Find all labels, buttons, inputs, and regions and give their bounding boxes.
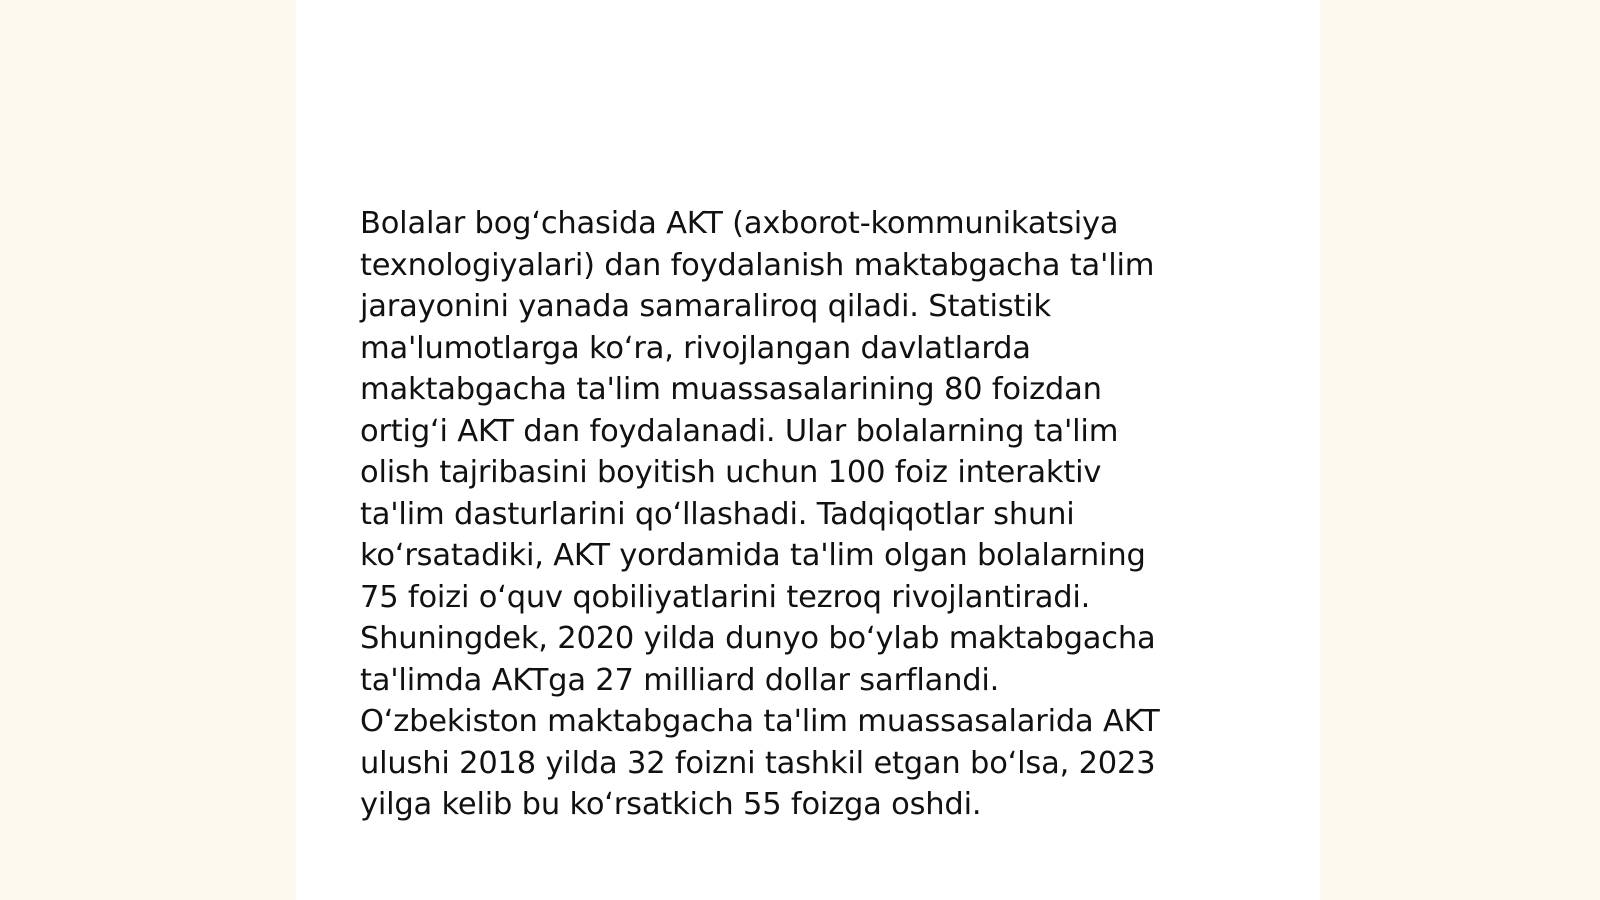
- document-page: [296, 0, 1320, 900]
- paragraph-line: ko‘rsatadiki, AKT yordamida ta'lim olgan bolalarning: [360, 538, 1146, 573]
- paragraph-line: ulushi 2018 yilda 32 foizni tashkil etgan bo‘lsa, 2023: [360, 745, 1156, 781]
- paragraph-line: maktabgacha ta'lim muassasalarining 80 foizdan: [360, 372, 1102, 407]
- paragraph-line: ma'lumotlarga ko‘ra, rivojlangan davlatlarda: [360, 330, 1031, 366]
- paragraph-line: yilga kelib bu ko‘rsatkich 55 foizga oshdi.: [360, 787, 982, 822]
- paragraph-line: texnologiyalari) dan foydalanish maktabgacha ta'lim: [360, 247, 1155, 283]
- paragraph-line: ta'limda AKTga 27 milliard dollar sarflandi.: [360, 662, 1000, 698]
- body-paragraph: [360, 203, 1260, 826]
- paragraph-line: Bolalar bog‘chasida AKT (axborot-kommunikatsiya: [360, 206, 1119, 241]
- paragraph-line: jarayonini yanada samaraliroq qiladi. Statistik: [360, 289, 1051, 324]
- paragraph-line: Shuningdek, 2020 yilda dunyo bo‘ylab maktabgacha: [360, 621, 1156, 656]
- paragraph-line: olish tajribasini boyitish uchun 100 foiz interaktiv: [360, 455, 1102, 490]
- paragraph-line: 75 foizi o‘quv qobiliyatlarini tezroq rivojlantiradi.: [360, 579, 1091, 615]
- paragraph-line: ta'lim dasturlarini qo‘llashadi. Tadqiqotlar shuni: [360, 496, 1075, 532]
- paragraph-line: ortig‘i AKT dan foydalanadi. Ular bolalarning ta'lim: [360, 413, 1119, 449]
- paragraph-line: O‘zbekiston maktabgacha ta'lim muassasalarida AKT: [360, 704, 1160, 739]
